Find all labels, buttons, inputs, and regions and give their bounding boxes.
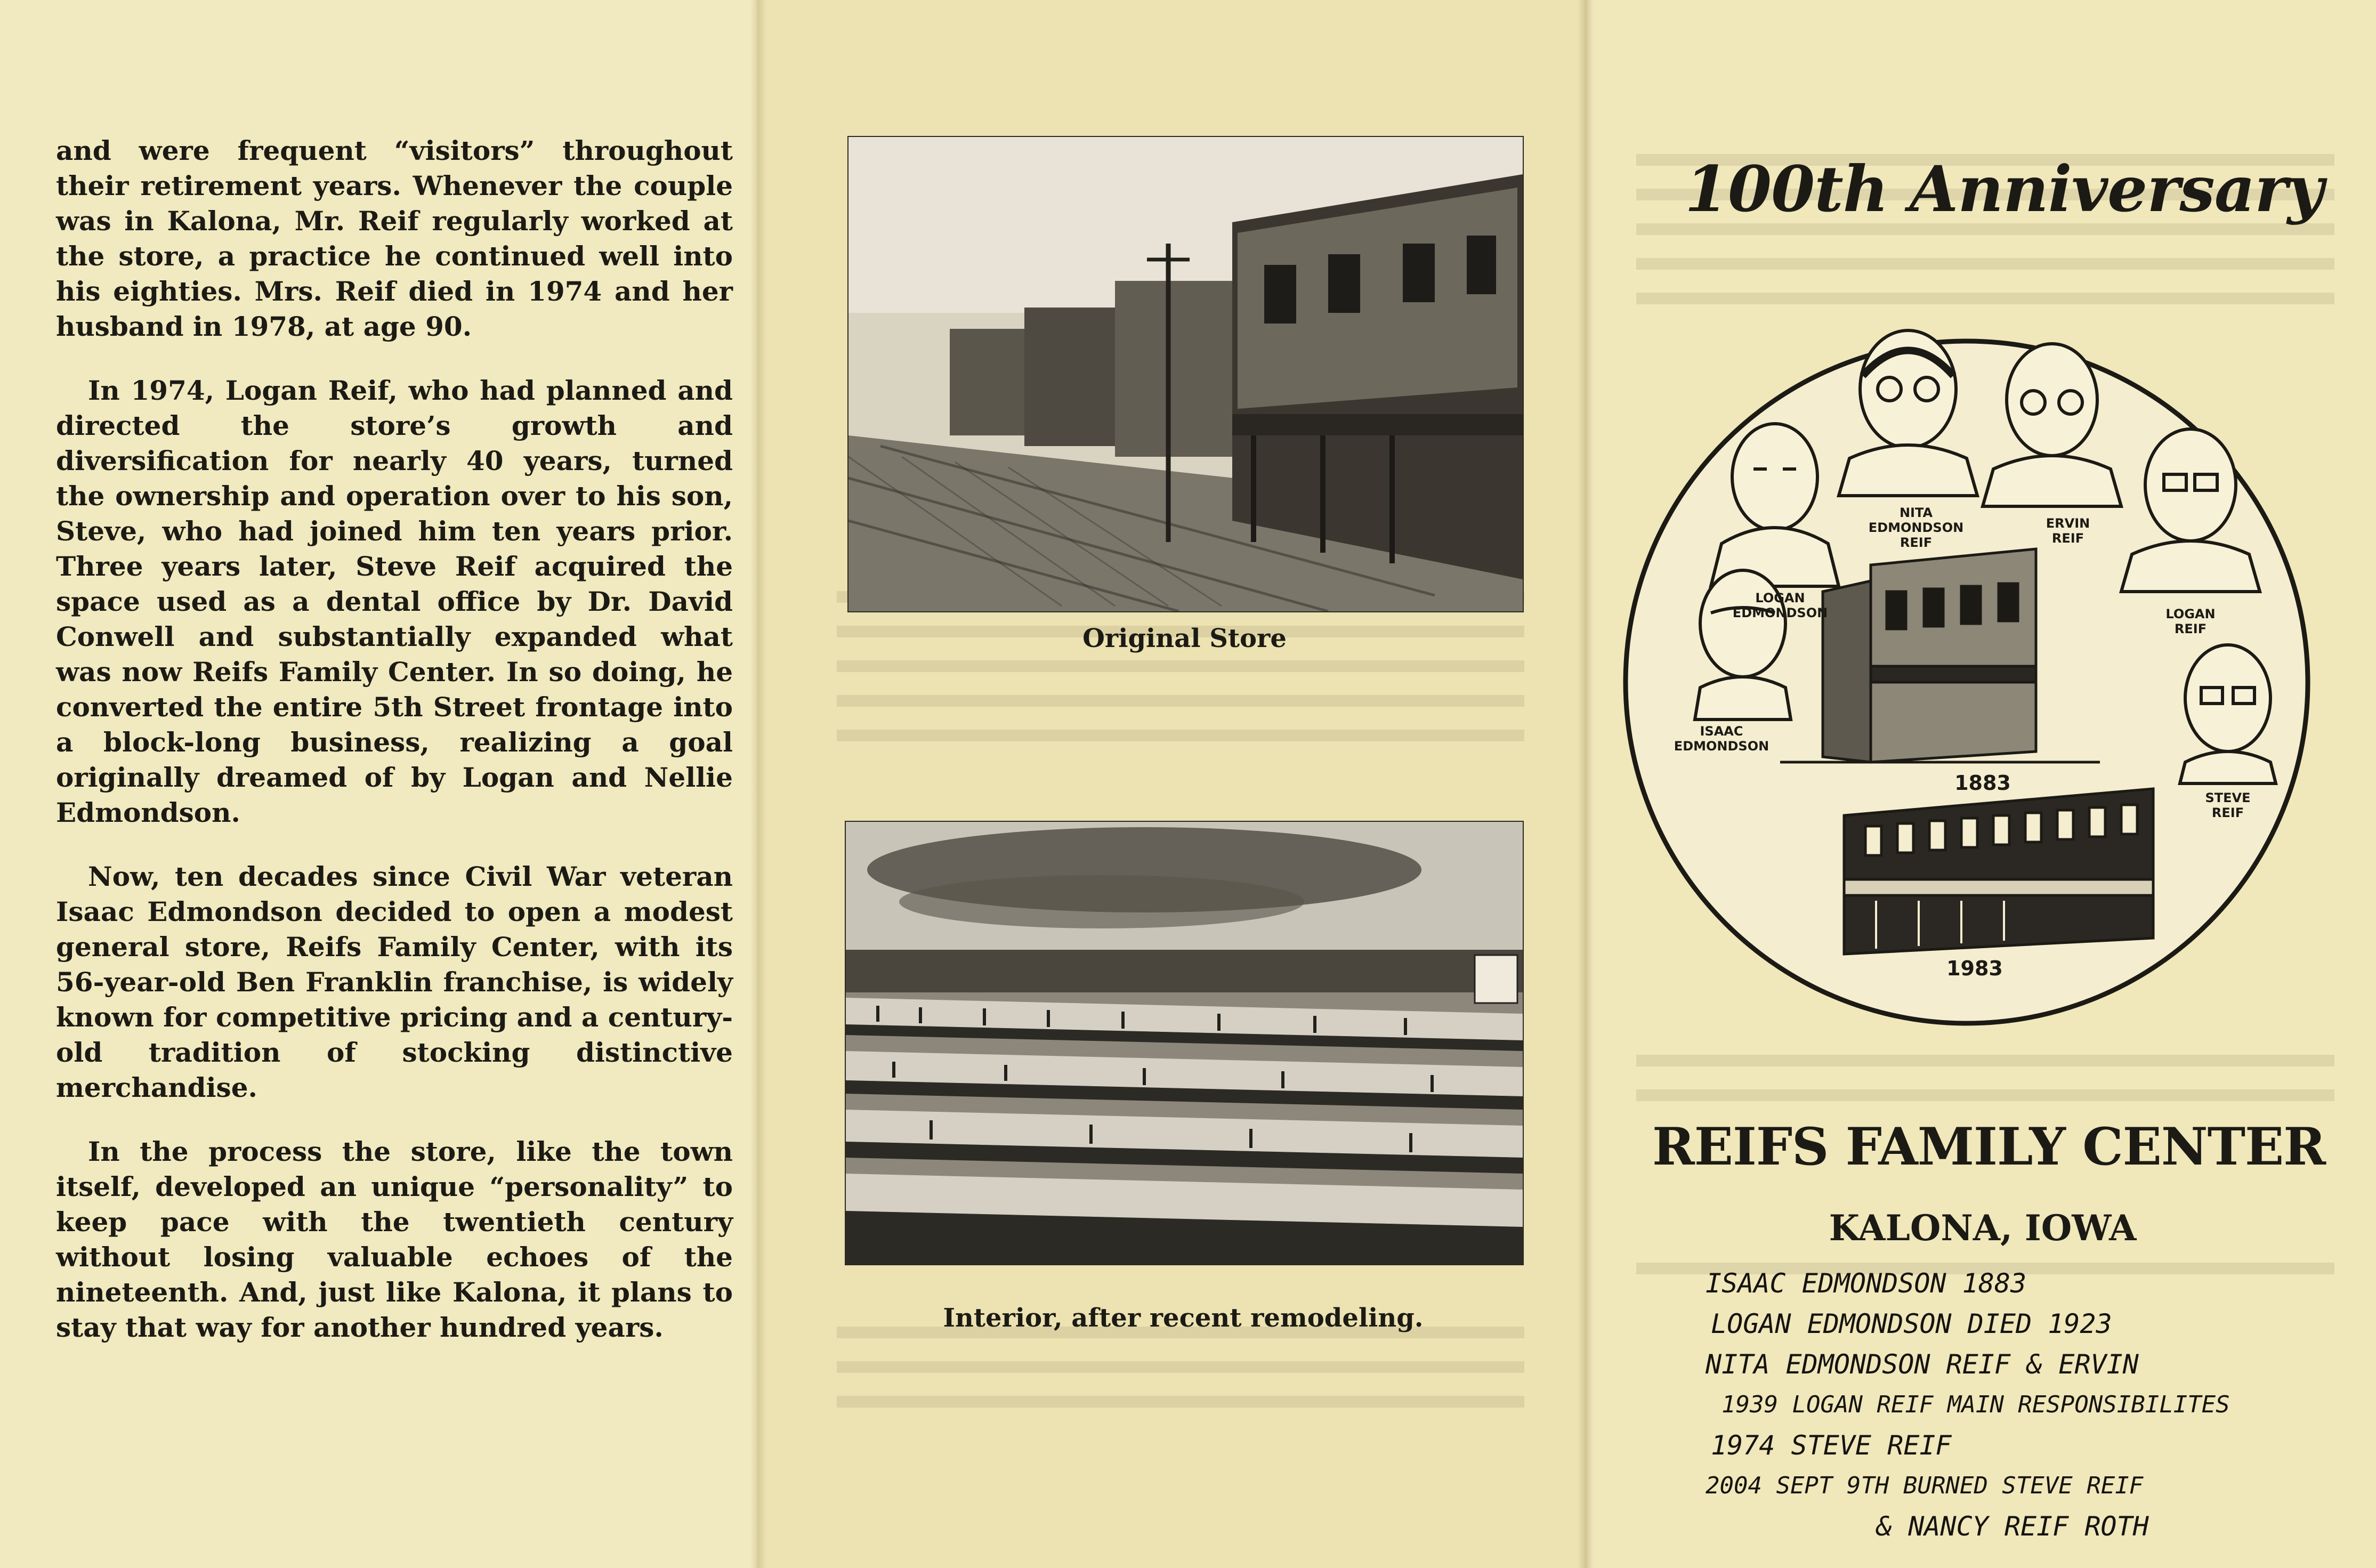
handwritten-notes [1690, 1263, 2366, 1547]
founders-emblem [1620, 314, 2313, 1050]
label-word: REIF [2211, 805, 2244, 820]
label-word: LOGAN [2165, 607, 2216, 621]
label-word: STEVE [2205, 790, 2251, 805]
paragraph-3: Now, ten decades since Civil War veteran Isaac Edmondson decided to open a modest general store, Reifs Family Center, with its 56-year-old Ben Franklin franchise, is widely known for competitive pricing and a century-old tradition of stocking distinctive merchandise. [56, 861, 733, 1103]
left-panel-text [56, 133, 733, 1345]
store-1983-drawing [1844, 789, 2153, 954]
label-word: ERVIN [2046, 516, 2090, 531]
label-word: REIF [2051, 531, 2084, 546]
label-word: EDMONDSON [1674, 739, 1769, 754]
label-word: REIF [2174, 621, 2207, 636]
label-word: NITA [1899, 505, 1933, 520]
handwritten-line: & NANCY REIF ROTH [1876, 1511, 2149, 1542]
handwritten-line: 2004 SEPT 9TH BURNED STEVE REIF [1706, 1472, 2144, 1499]
label-word: REIF [1900, 535, 1933, 550]
handwritten-line: 1939 LOGAN REIF MAIN RESPONSIBILITES [1722, 1391, 2230, 1418]
paragraph-2: In 1974, Logan Reif, who had planned and directed the store’s growth and diversification for nearly 40 years, turned the ownership and operation over to his son, Steve, who had joined him ten years prior. Three years later, Steve Reif acquired the space used as a dental office by Dr. David Conwell and substantially expanded what was now Reifs Family Center. In so doing, he converted the entire 5th Street frontage into a block-long business, realizing a goal originally dreamed of by Logan and Nellie Edmondson. [56, 375, 733, 828]
label-steve [2205, 790, 2250, 820]
original-store-photo [847, 136, 1524, 612]
handwritten-line: 1974 STEVE REIF [1711, 1430, 1952, 1461]
store-city: KALONA, IOWA [1829, 1207, 2137, 1249]
paragraph-1: and were frequent “visitors” throughout their retirement years. Whenever the couple was in Kalona, Mr. Reif regularly worked at the store, a practice he continued well into his eighties. Mrs. Reif died in 1974 and her husband in 1978, at age 90. [56, 135, 733, 342]
label-word: ISAAC [1700, 724, 1743, 739]
label-word: EDMONDSON [1732, 605, 1828, 620]
fold-crease [750, 0, 766, 1568]
original-store-caption: Original Store [1082, 624, 1287, 653]
handwritten-line: ISAAC EDMONDSON 1883 [1706, 1268, 2027, 1299]
paragraph-4: In the process the store, like the town itself, developed an unique “personality” to keep pace with the twentieth century without losing valuable echoes of the nineteenth. And, just like Kalona, it plans to stay that way for another hundred years. [56, 1136, 733, 1343]
fold-crease [1578, 0, 1594, 1568]
handwritten-line: NITA EDMONDSON REIF & ERVIN [1706, 1349, 2139, 1380]
store-name: REIFS FAMILY CENTER [1652, 1117, 2325, 1177]
label-word: EDMONDSON [1868, 520, 1964, 535]
label-year-1983: 1983 [1946, 957, 2003, 980]
interior-photo [845, 821, 1524, 1265]
anniversary-title: 100th Anniversary [1684, 152, 2324, 226]
label-ervin [2046, 516, 2090, 546]
handwritten-line: LOGAN EDMONDSON DIED 1923 [1711, 1308, 2112, 1339]
left-panel [0, 0, 757, 1568]
portrait-steve-reif [2180, 645, 2276, 783]
interior-caption: Interior, after recent remodeling. [943, 1303, 1424, 1333]
label-word: LOGAN [1755, 591, 1805, 605]
middle-panel [757, 0, 1588, 1568]
label-year-1883: 1883 [1954, 771, 2011, 795]
